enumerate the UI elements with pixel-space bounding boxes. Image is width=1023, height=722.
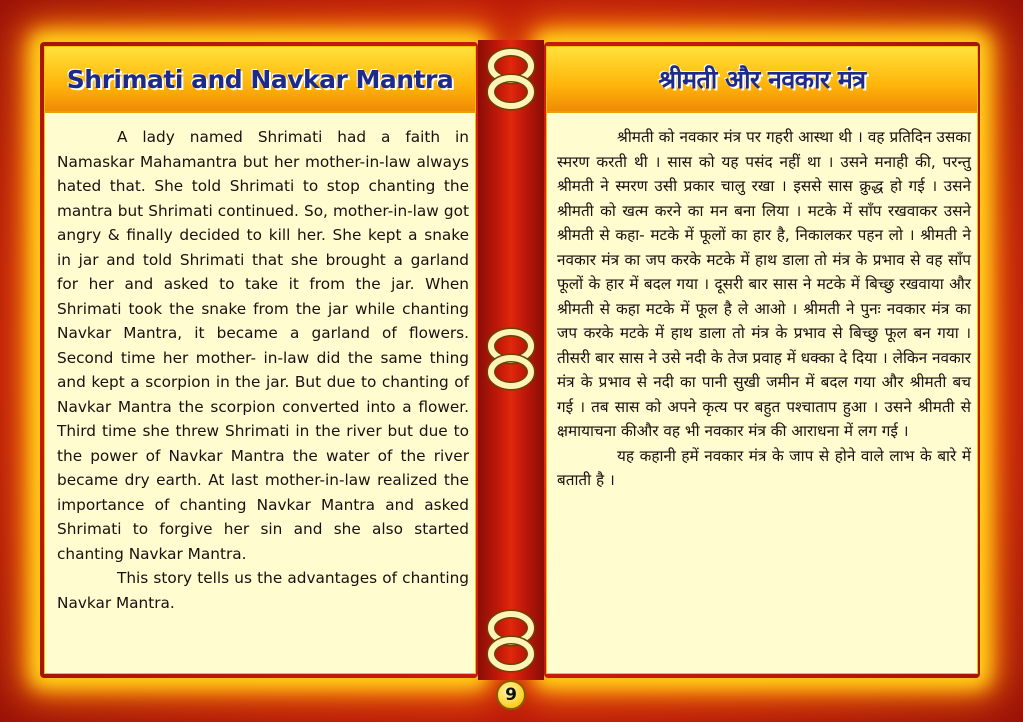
right-page [546, 46, 978, 674]
binding-ring-icon [478, 606, 544, 676]
left-page [44, 46, 476, 674]
left-page-title: Shrimati and Navkar Mantra [66, 64, 454, 94]
right-paragraph: यह कहानी हमें नवकार मंत्र के जाप से होने वाले लाभ के बारे में बताती है । [557, 446, 971, 489]
page-number: 9 [505, 685, 517, 705]
page-number-badge [496, 680, 526, 710]
binding-ring-icon [478, 324, 544, 394]
binding-ring-icon [478, 44, 544, 114]
left-paragraph: This story tells us the advantages of chanting Navkar Mantra. [57, 569, 469, 612]
right-title-bar [547, 47, 977, 113]
right-paragraph: श्रीमती को नवकार मंत्र पर गहरी आस्था थी । वह प्रतिदिन उसका स्मरण करती थी । सास को यह पसंद नहीं था । उसने मनाही की, परन्तु श्रीमती ने स्मरण उसी प्रकार चालु रखा । इससे सास क्रुद्ध हो गई । उसने श्रीमती को खत्म करने का मन बना लिया । मटके में साँप रखवाकर उसने श्रीमती से कहा- मटके में फूलों का हार है, निकालकर पहन लो । श्रीमती ने नवकार मंत्र का जप करके मटके में हाथ डाला तो मंत्र के प्रभाव से वह साँप फूलों के हार में बदल गया । दूसरी बार सास ने मटके में बिच्छु रखवाया और श्रीमती से कहा मटके में फूल है ले आओ । श्रीमती ने पुनः नवकार मंत्र का जप करके मटके में हाथ डाला तो मंत्र के प्रभाव से बिच्छु फूल बन गया ।तीसरी बार सास ने उसे नदी के तेज प्रवाह में धक्का दे दिया । लेकिन नवकार मंत्र के प्रभाव से नदी का पानी सुखी जमीन में बदल गया और श्रीमती बच गई । तब सास को अपने कृत्य पर बहुत पश्चाताप हुआ । उसने श्रीमती से क्षमायाचना कीऔर वह भी नवकार मंत्र की आराधना में लग गई । [557, 128, 971, 440]
left-title-bar [45, 47, 475, 113]
left-story-text [57, 125, 469, 615]
right-story-text [557, 125, 971, 493]
right-page-title: श्रीमती और नवकार मंत्र [658, 65, 866, 94]
left-paragraph: A lady named Shrimati had a faith in Namaskar Mahamantra but her mother-in-law always hated that. She told Shrimati to stop chanting the mantra but Shrimati continued. So, mother-in-law got angry & finally decided to kill her. She kept a snake in jar and told Shrimati that she brought a garland for her and asked to take it from the jar. When Shrimati took the snake from the jar while chanting Navkar Mantra, it became a garland of flowers. Second time her mother- in-law did the same thing and kept a scorpion in the jar. But due to chanting of Navkar Mantra the scorpion converted into a flower. Third time she threw Shrimati in the river but due to the power of Navkar Mantra the water of the river became dry earth. At last mother-in-law realized the importance of chanting Navkar Mantra and asked Shrimati to forgive her sin and she also started chanting Navkar Mantra. [57, 128, 469, 563]
